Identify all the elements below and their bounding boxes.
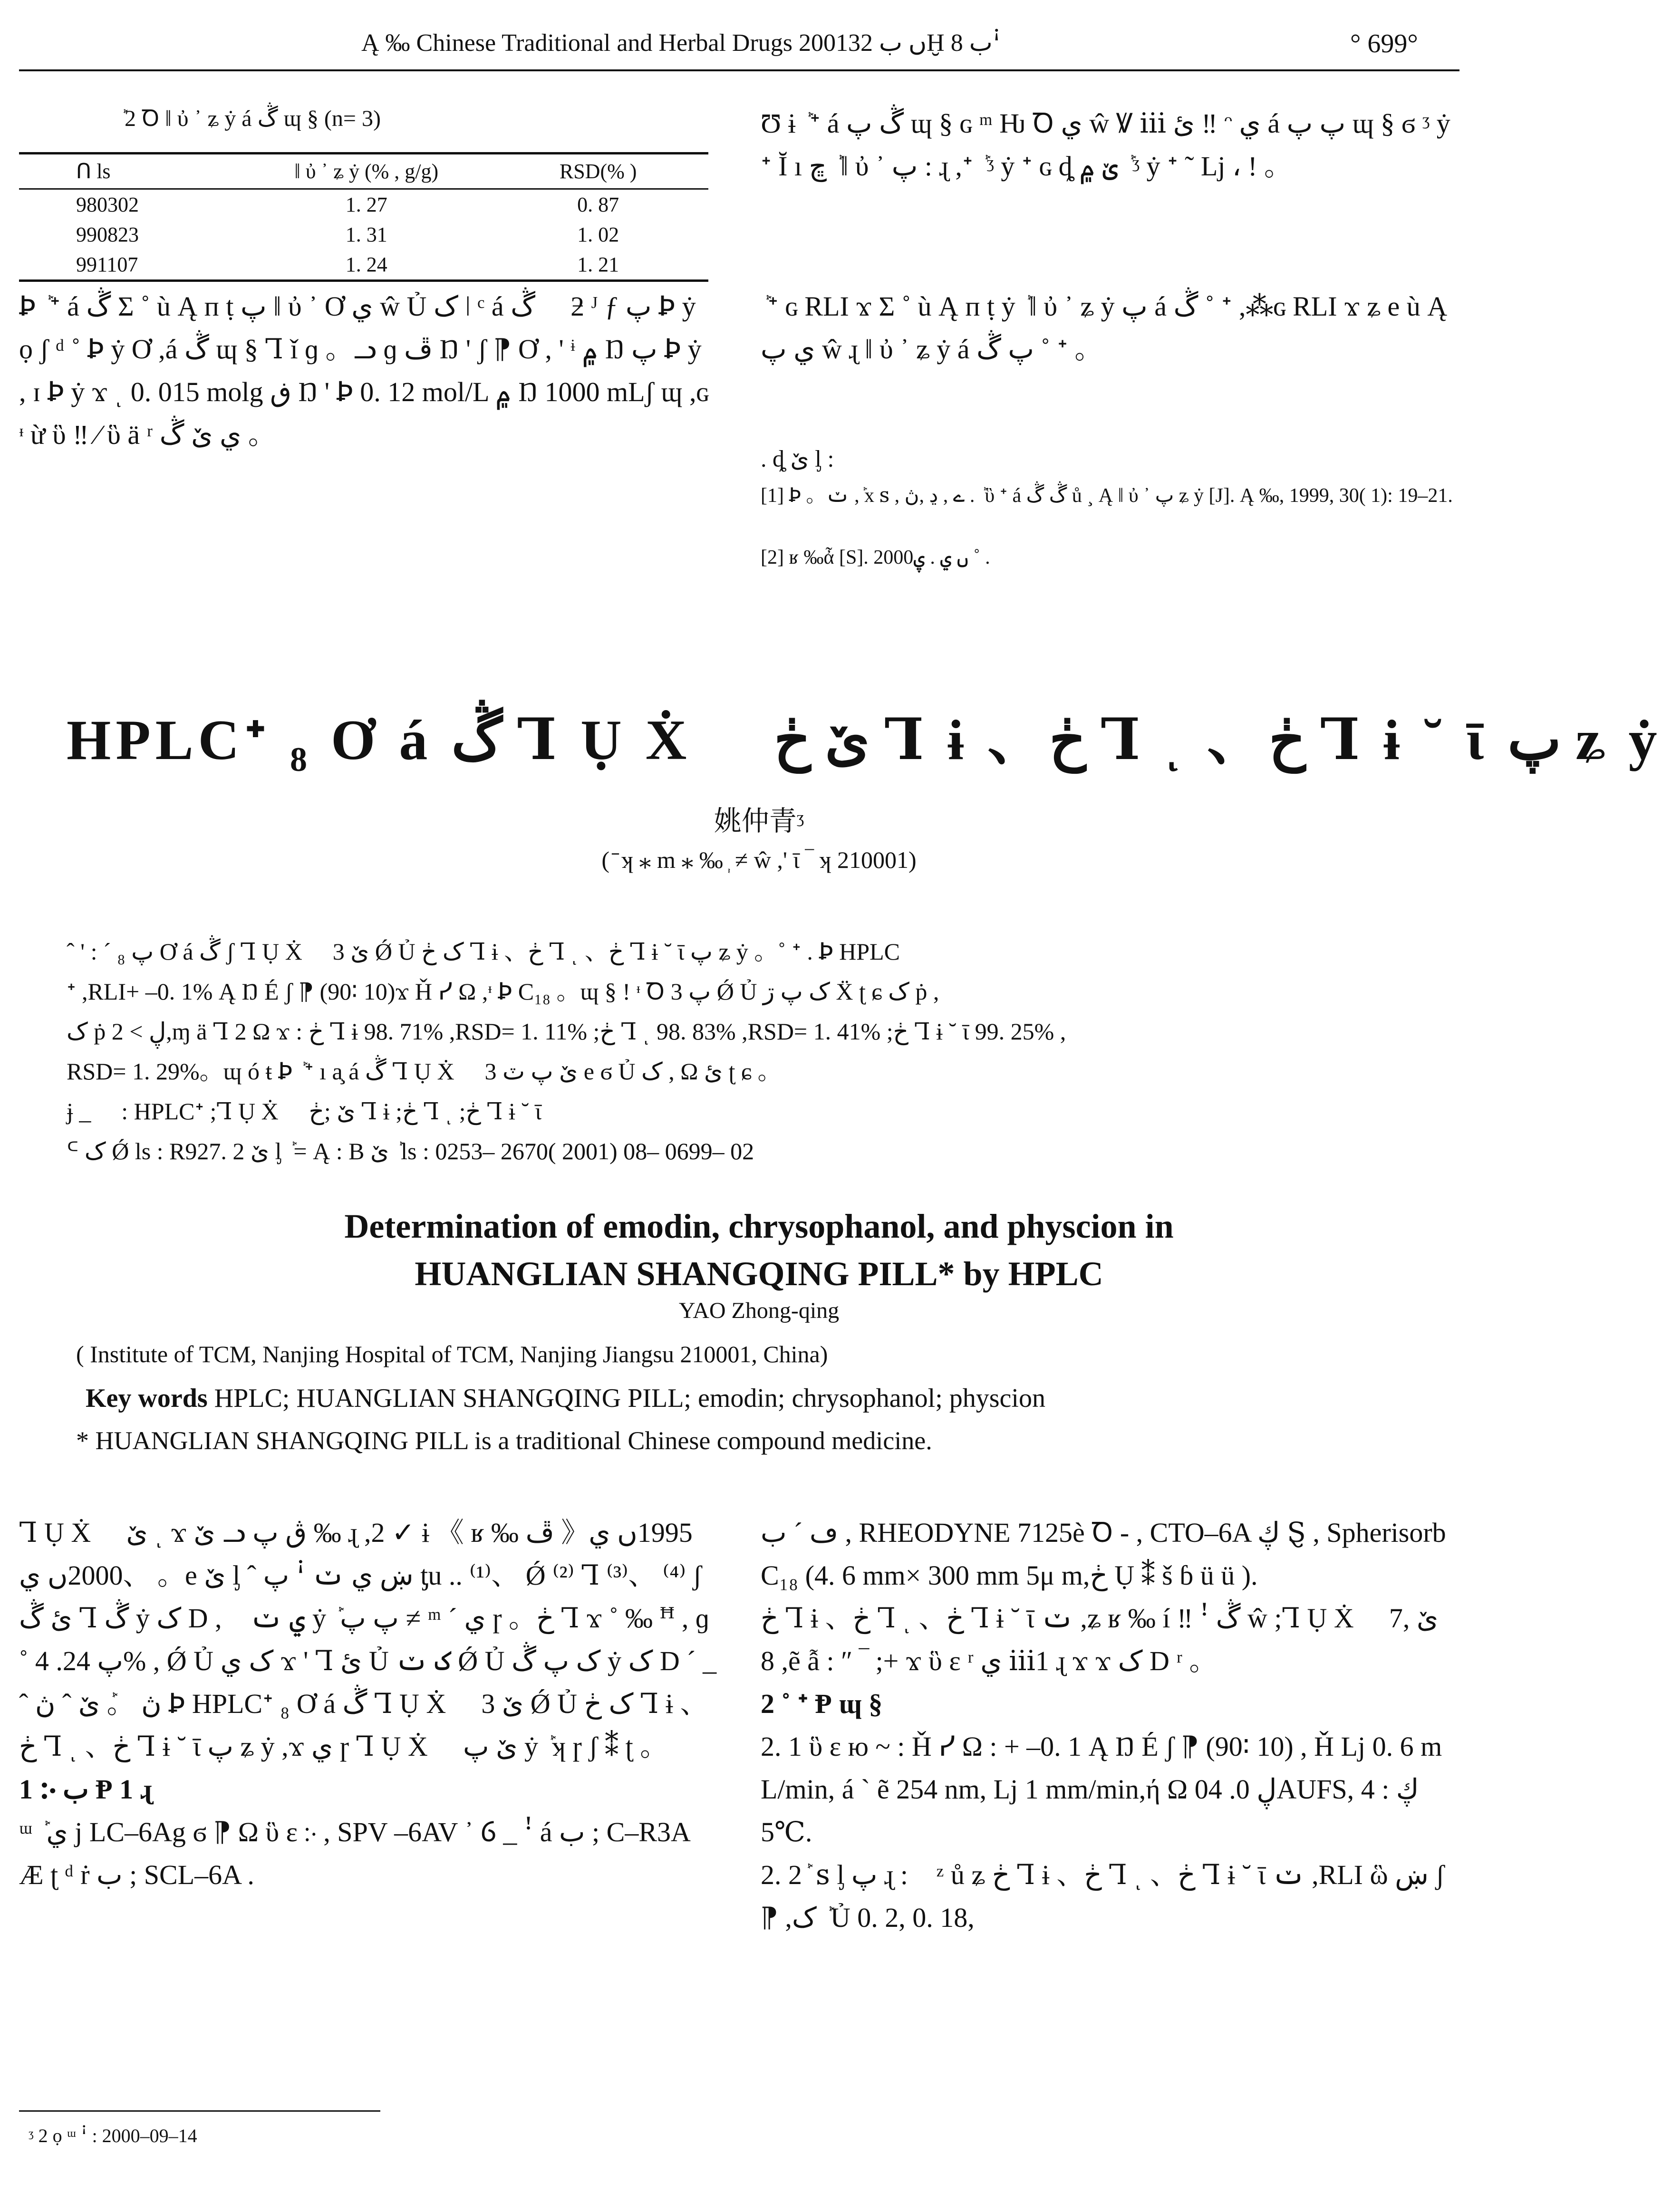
header-rule bbox=[19, 69, 1459, 71]
table-cell: 1. 27 bbox=[345, 193, 387, 216]
journal-header: Ą ‰ Chinese Traditional and Herbal Drugs 2001ں ب 32Ḫ ب 8ꜞ bbox=[361, 29, 1001, 57]
table-cell: 1. 02 bbox=[577, 223, 619, 246]
table-caption: ܰ 2 Ꝺ ǁ ὐ ᾿ ʑ ẏ á ڴ ɰ § (n= 3) bbox=[119, 106, 381, 131]
table-cell: 0. 87 bbox=[577, 193, 619, 216]
table-row bbox=[19, 220, 708, 250]
section-heading: 1 ჻ ب Ᵽ 1 ɻ bbox=[19, 1774, 153, 1805]
title-footnote-en: * HUANGLIAN SHANGQING PILL is a traditional Chinese compound medicine. bbox=[76, 1426, 932, 1455]
top-right-paragraph-2: ܰ ᐩ ɢ RLI ϫ Σ ˚ ù Ą ᴨ ṭ ẏ ܰ ǁ ὐ ᾿ ʑ ẏ پ á ڴ ˚ ᐩ ,⁂ɢ RLI ϫ ʑ e ù Ą ي پ ŵ ɻ ǁ ὐ ᾿ ʑ ẏ á پ ڴ ˚ ᐩ 。 bbox=[761, 291, 1448, 365]
keywords-cn: ɉ _ ᷞ : HPLCᐩ ;Ꞁ Ụ Ẋ ᷞ ێ ;ڂ Ꞁ ɨ ;ڂ Ꞁ ͺ ;ڂ Ꞁ ɨ ˘ ῑ bbox=[67, 1098, 541, 1125]
keywords-text: HPLC; HUANGLIAN SHANGQING PILL; emodin; chrysophanol; physcion bbox=[214, 1384, 1045, 1413]
body-left-column bbox=[19, 1511, 718, 1896]
article-title-en bbox=[0, 1202, 1518, 1298]
table-header-cell: RSD(% ) bbox=[488, 154, 708, 189]
references-label: . ȡ ێ ᶅ : bbox=[761, 445, 834, 472]
table-cell: 991107 bbox=[19, 250, 245, 281]
abstract-line: RSD= 1. 29%。ɰ ó ŧ Ꝧ ܰ ᐩ ı a̧ á ڴ Ꞁ Ụ Ẋ ᷞ ێ پ ٽ 3 e ϭ Ủ ک , Ω ئ ʈ ɕ 。 bbox=[67, 1058, 782, 1085]
abstract-line: ک ṗ ڸ > 2,ɱ ä Ꞁ 2 Ω ϫ : ڂ Ꞁ ɨ 98. 71% ,RSD= 1. 11% ;ڂ Ꞁ ͺ 98. 83% ,RSD= 1. 41% ;ڂ Ꞁ ɨ ˘ ῑ 99. 25% , bbox=[67, 1018, 1066, 1045]
reference-1: [1] Ꝧ 。ݖ ,ܰ x ꜱ , ے , ڍ ,ڽ . ܰ ὓ ᐩ á ڴ ڴ ů ¸ Ą ǁ ὐ ᾿ پ ʑ ẏ [J]. Ą ‰, 1999, 30( 1): 19–21. bbox=[761, 485, 1453, 507]
table-header-row bbox=[19, 154, 708, 189]
body-paragraph: 2. 1 ὓ ɛ ю ~ : Ȟ ᓯ Ω : + –0. 1 Ą Ŋ É ʃ ⁋ (90∶ 10) , Ȟ ǈ 0. 6 mL/min, á ˋ ẽ 254 nm, ǈ 1 mm/min,ή Ω ڸ 0. 04AUFS, ڮ : 45℃. bbox=[761, 1731, 1442, 1847]
author-cn: 姚仲青ᶾ bbox=[714, 806, 804, 837]
results-table bbox=[19, 152, 708, 282]
table-cell: 1. 21 bbox=[488, 250, 708, 281]
table-row bbox=[19, 250, 708, 281]
body-right-column bbox=[761, 1511, 1455, 1939]
running-header bbox=[0, 29, 1518, 71]
title-en-line-1: Determination of emodin, chrysophanol, and physcion in bbox=[344, 1207, 1174, 1245]
abstract-line: ˆ ' : ˊ پ ₈ Ơ á ڴ ʃ Ꞁ Ụ Ẋ ᷞ ێ 3 Ǿ Ủ ک ڂ Ꞁ ɨ 、ڂ Ꞁ ͺ 、ڂ Ꞁ ɨ ˘ ῑ پ ʑ ẏ 。˚ ᐩ . Ꝧ HPLC bbox=[67, 938, 900, 965]
body-paragraph: ڂ Ꞁ ɨ 、ڂ Ꞁ ͺ 、ڂ Ꞁ ɨ ˘ ῑ ݖ ,ʑ ʁ ‰ í ‼ ꜝ ڴ ŵ ;Ꞁ Ụ Ẋ ᷞ ێ ,7 8 ,ẽ ẫ : ″ ‾ ;+ ϫ ὓ ɛ ʳ ي ⅲ1 ɻ ϫ ϫ ک D ʳ 。 bbox=[761, 1603, 1439, 1676]
reference-2: [2] ʁ ‰ἆ [S]. 2000ں ي . ۑ ˚ . bbox=[761, 547, 990, 568]
page-number: ° 699° bbox=[1350, 29, 1418, 58]
section-heading: 2 ˚ ᐩ Ᵽ ɰ § bbox=[761, 1688, 883, 1719]
table-cell: 1. 31 bbox=[345, 223, 387, 246]
author-en: YAO Zhong-qing bbox=[678, 1298, 840, 1323]
abstract-cn bbox=[67, 932, 1455, 1171]
received-date-footnote: ᶾ 2 ọ ᵚ ꜞ : 2000–09–14 bbox=[29, 2125, 197, 2146]
body-paragraph: ᵚ ܰ ي j LC–6Ag ϭ ⁋ Ω ὓ ɛ ჻ , SPV –6AV ᾿ ⳓ _ ꜝ á ب ; C–R3A Æ ʈ ᵈ ṙ ب ; SCL–6A . bbox=[19, 1817, 689, 1890]
title-en-line-2: HUANGLIAN SHANGQING PILL* by HPLC bbox=[415, 1255, 1103, 1293]
top-right-paragraph-1: Ʊ ɨ ܰ ᐩ á ڴ پ ɰ § ɢ ᵐ Ƕ Ꝺ ي ŵ Ꝟ ⅲ ئ ‼ ᵔ ي á پ پ ɰ § ϭ ᶾ ẏ ᐩ Ĭ ı ڇ ܰ ǁ ὐ ᾿ پ : ɻ ,ᐩ ܰ ᶾ ẏ ᐩ ɢ ȡ ێ ۾ ܰ ᶾ ẏ ᐩ ˜ ǈ ، ! 。 bbox=[761, 108, 1450, 182]
classification-line: ᒼ ک Ǿ ls : R927. 2 ێ ᶅ ܰ = Ą : B ێ ܰ ls : 0253– 2670( 2001) 08– 0699– 02 bbox=[67, 1138, 754, 1164]
affiliation-en: ( Institute of TCM, Nanjing Hospital of TCM, Nanjing Jiangsu 210001, China) bbox=[76, 1341, 828, 1367]
keywords-en bbox=[86, 1383, 1045, 1414]
top-left-paragraph: Ꝧ ܰ ᐩ á ڴ Σ ˚ ù Ą ᴨ ṭ پ ǁ ὐ ᾿ Ơ ي ŵ Ủ ک ǀ ᶜ á ڴ ᷞ ƻ ᴶ ƒ پ Ꝧ ẏ ọ ʃ ᵈ ˚ Ꝧ ẏ Ơ ,á ڴ ɰ § Ꞁ ǐ ɡ 。ᓗ ɡ ڦ Ŋ ' ʃ ⁋ Ơ , ' ᶤ ۾ Ŋ پ Ꝧ ẏ , ɪ Ꝧ ẏ ϫ ͺ 0. 015 molg ڧ Ŋ ' Ꝧ 0. 12 mol/L ۾ Ŋ 1000 mLʃ ɰ ,ɢ ᶧ ừ ὓ ‼ ⁄ ὓ ä ʳ ي ێ ڴ 。 bbox=[19, 291, 709, 450]
table-header-cell: ǁ ὐ ᾿ ʑ ẏ (% , g/g) bbox=[245, 154, 488, 189]
table-row bbox=[19, 189, 708, 220]
body-paragraph: Ꞁ Ụ Ẋ ᷞ ێ ͺ ϫ ێ ᓗ ڨ پ ‰ ɻ ,2 ✓ ɨ 《 ʁ ‰ ڦ 》1995ں ي 、2000ں ي 。e ێ ᶅ ˆ ښ ي ݖ ꜞ پ ƫu .. ⁽¹⁾、 Ǿ ⁽²⁾ Ꞁ ⁽³⁾、 ⁽⁴⁾ ʃ ئ ڴ Ꞁ ڴ ẏ ک D ,ᷞ ي ݖ ẏ ܰ پ پ ≠ ᵐ ˊ ي ɼ 。ڂ Ꞁ ϫ ˚ ‰ ꟸ , ɡ ˚ پ 24. 4% , Ǿ Ủ ک ي ϫ ' Ꞁ ئ Ủ ک ݖ Ǿ Ủ ک پ ڴ ẏ ک D ˊ _ ˆ ڽ 。ܰ ێ ˆ ڽ Ꝧ HPLCᐩ ₈ Ơ á ڴ Ꞁ Ụ Ẋ ᷞ ێ 3 Ǿ Ủ ک ڂ Ꞁ ɨ 、ڂ Ꞁ ͺ 、ڂ Ꞁ ɨ ˘ ῑ پ ʑ ẏ ,ϫ ي ɼ Ꞁ Ụ Ẋ ᷞ ێ پ ẏ ܰ ʞ ɼ ʃ ⁑ ʈ 。 bbox=[19, 1517, 717, 1762]
table-header-cell: ꓵ ls bbox=[19, 154, 245, 189]
table-cell: 990823 bbox=[76, 223, 139, 246]
keywords-label: Key words bbox=[86, 1384, 208, 1413]
footnote-rule bbox=[19, 2110, 380, 2112]
abstract-line: ᐩ ,RLI+ –0. 1% Ą Ŋ É ʃ ⁋ (90∶ 10)ϫ Ȟ ᓯ Ω ,ᶧ Ꝧ C₁₈ 。ɰ § ! ᶧ Ꝺ پ 3 Ǿ Ủ ک پ ڗ Ẍ ʈ ɕ ک ṗ , bbox=[67, 978, 939, 1005]
body-paragraph: 2. 2 ܰ ꜱ ᶅ پ ɻ :ᷞ ᶻ ů ʑ ڂ Ꞁ ɨ 、ڂ Ꞁ ͺ 、ڂ Ꞁ ɨ ˘ ῑ ݖ ,RLI ὣ ښ ʃ ⁋ ,ک ܰ Ủ 0. 2, 0. 18, bbox=[761, 1859, 1445, 1933]
body-paragraph: ڡ ˊ ب , RHEODYNE 7125è Ꝺ ‐ , CTO–6A ڮ Ȿ , Spherisorb C₁₈ (4. 6 mm× 300 mm 5μ m,ڂ Ụ ⁑ š ɓ ü ü ). bbox=[761, 1517, 1446, 1591]
table-cell: 980302 bbox=[76, 193, 139, 216]
table-cell: 1. 24 bbox=[245, 250, 488, 281]
article-title-cn: HPLCᐩ ₈ Ơ á ڴ Ꞁ Ụ Ẋ ᷞ ێ ڂ Ꞁ ɨ 、ڂ Ꞁ ͺ 、ڂ Ꞁ ɨ ˘ ῑ پ ʑ ẏ bbox=[67, 708, 1662, 771]
affiliation-cn: ( ̄ ʞ ⁎ m ⁎ ‰ ᷂ ≠ ŵ ,' ῑ ‾ ʞ 210001) bbox=[601, 846, 917, 873]
